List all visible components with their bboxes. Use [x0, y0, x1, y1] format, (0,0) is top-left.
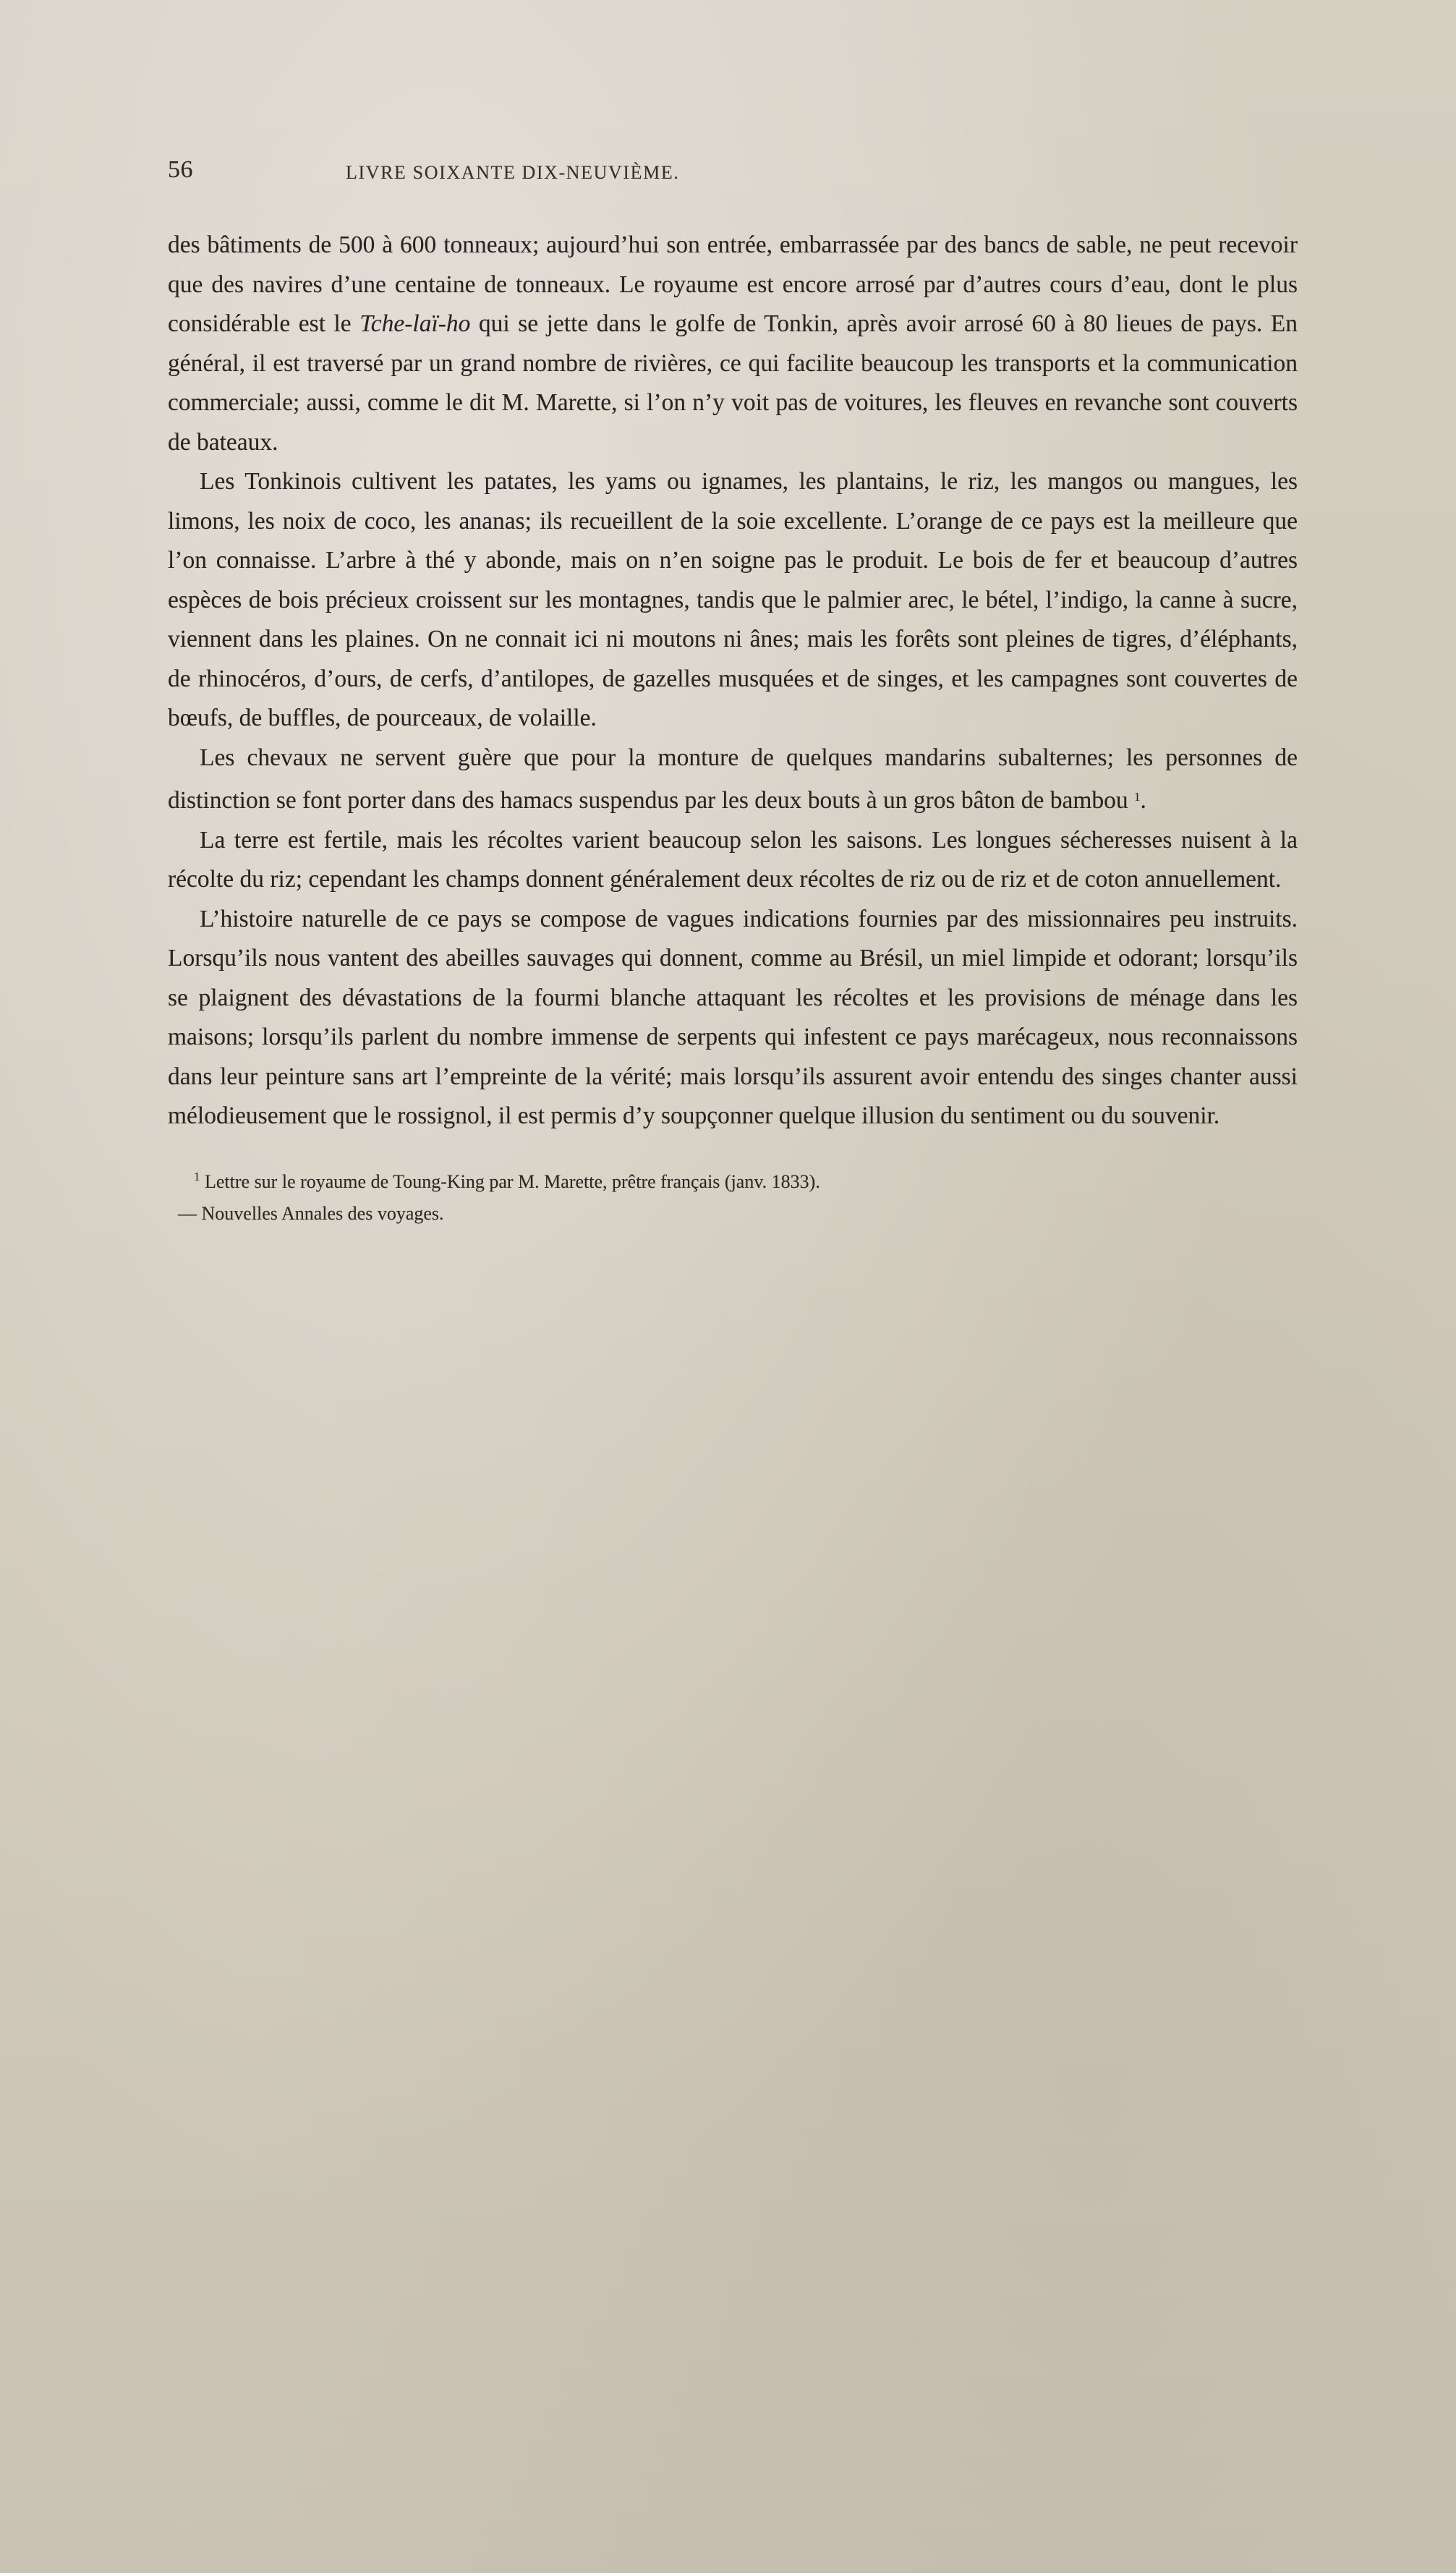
- footnote-marker: 1: [194, 1169, 200, 1183]
- paragraph-continued: des bâtiments de 500 à 600 tonneaux; aujourd’hui son entrée, embarrassée par des bancs de sable, ne peut recevoir que des navires d’une centaine de tonneaux. Le royaume est encore arrosé par d’autres cours d’eau, dont le plus considérable est le Tche-laï-ho qui se jette dans le golfe de Tonkin, après avoir arrosé 60 à 80 lieues de pays. En général, il est traversé par un grand nombre de rivières, ce qui facilite beaucoup les transports et la communication commerciale; aussi, comme le dit M. Marette, si l’on n’y voit pas de voitures, les fleuves en revanche sont couverts de bateaux.: [168, 231, 1298, 456]
- paragraph: Les chevaux ne servent guère que pour la monture de quelques mandarins subalternes; les personnes de distinction se font porter dans des hamacs suspendus par les deux bouts à un gros bâton de bambou $^1$.: [168, 744, 1298, 814]
- footnote-reference: 1: [1134, 790, 1141, 804]
- italic-term: Tche-laï-ho: [359, 310, 471, 337]
- footnote-line-1: [168, 1161, 1298, 1198]
- paragraph: Les Tonkinois cultivent les patates, les yams ou ignames, les plantains, le riz, les mangos ou mangues, les limons, les noix de coco, les ananas; ils recueillent de la soie excellente. L’orange de ce pays est la meilleure que l’on connaisse. L’arbre à thé y abonde, mais on n’en soigne pas le produit. Le bois de fer et beaucoup d’autres espèces de bois précieux croissent sur les montagnes, tandis que le palmier arec, le bétel, l’indigo, la canne à sucre, viennent dans les plaines. On ne connait ici ni moutons ni ânes; mais les forêts sont pleines de tigres, d’éléphants, de rhinocéros, d’ours, de cerfs, d’antilopes, de gazelles musquées et de singes, et les campagnes sont couvertes de bœufs, de buffles, de pourceaux, de volaille.: [168, 468, 1298, 731]
- paragraph: L’histoire naturelle de ce pays se compose de vagues indications fournies par des missionnaires peu instruits. Lorsqu’ils nous vantent des abeilles sauvages qui donnent, comme au Brésil, un miel limpide et odorant; lorsqu’ils se plaignent des dévastations de la fourmi blanche attaquant les récoltes et les provisions de ménage dans les maisons; lorsqu’ils parlent du nombre immense de serpents qui infestent ce pays marécageux, nous reconnaissons dans leur peinture sans art l’empreinte de la vérité; mais lorsqu’ils assurent avoir entendu des singes chanter aussi mélodieusement que le rossignol, il est permis d’y soupçonner quelque illusion du sentiment ou du souvenir.: [168, 905, 1298, 1129]
- footnote-text: Lettre sur le royaume de Toung-King par M. Marette, prêtre français (janv. 1833).: [205, 1170, 820, 1192]
- page-number: 56: [168, 156, 193, 183]
- running-head: [168, 156, 1298, 207]
- text-column: [168, 0, 1298, 1230]
- body-text: [168, 226, 1298, 1136]
- paragraph: La terre est fertile, mais les récoltes varient beaucoup selon les saisons. Les longues sécheresses nuisent à la récolte du riz; cependant les champs donnent généralement deux récoltes de riz ou de riz et de coton annuellement.: [168, 826, 1298, 893]
- footnote-block: [168, 1161, 1298, 1230]
- footnote-line-2: — Nouvelles Annales des voyages.: [178, 1202, 444, 1224]
- running-title: LIVRE SOIXANTE DIX-NEUVIÈME.: [346, 162, 680, 183]
